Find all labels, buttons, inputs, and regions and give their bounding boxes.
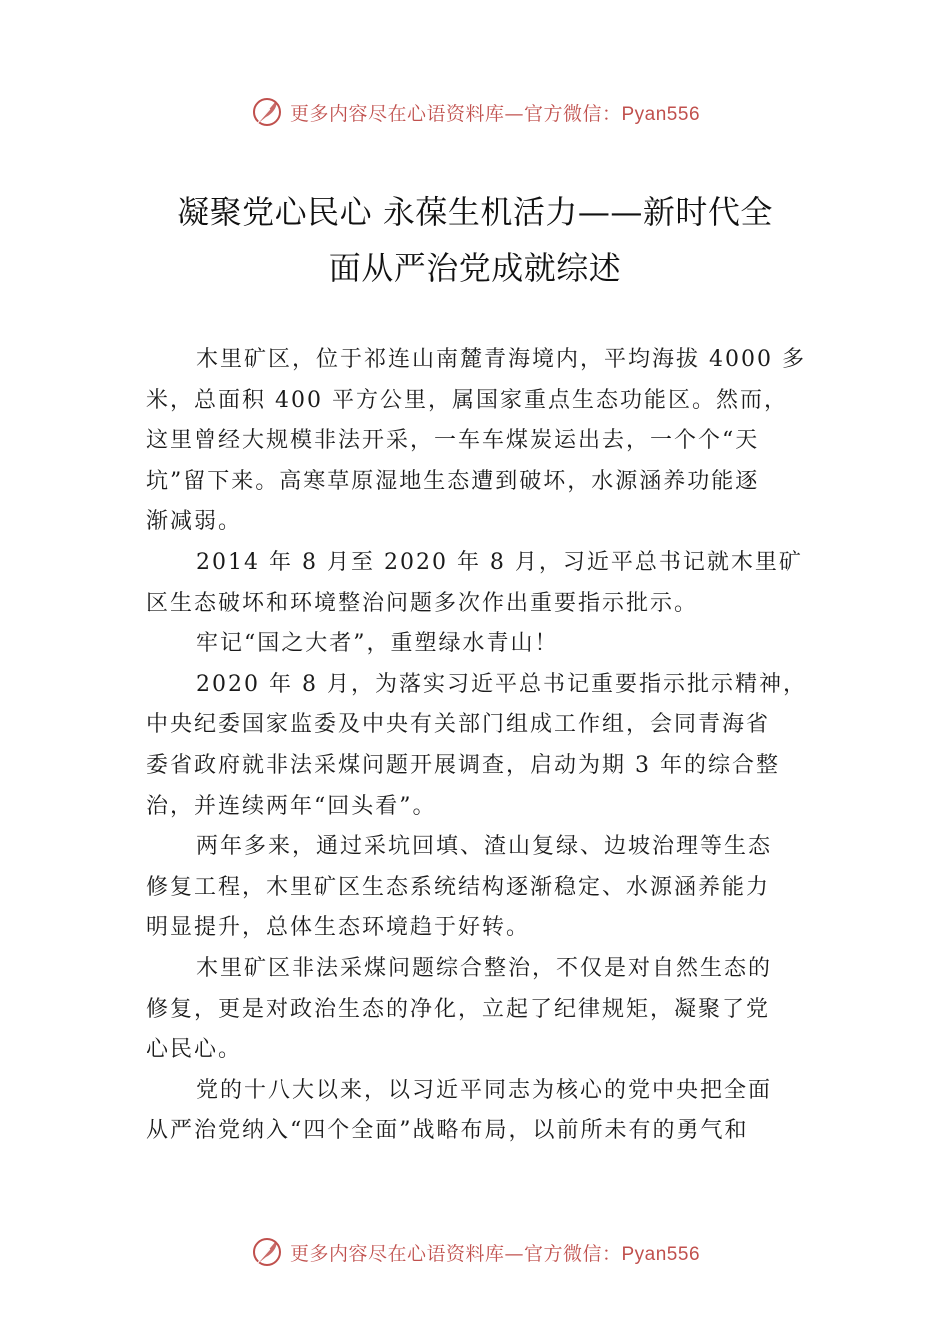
header-wechat-id: Pyan556 [621, 103, 701, 125]
document-body [146, 340, 810, 1152]
title-line-2: 面从严治党成就综述 [328, 249, 622, 287]
title-line-1: 凝聚党心民心 永葆生机活力——新时代全 [177, 193, 773, 231]
feather-pen-logo-icon [250, 1235, 284, 1269]
body-text-line: 心民心。 [146, 1037, 243, 1063]
body-text-line: 2014 年 8 月至 2020 年 8 月，习近平总书记就木里矿 [196, 549, 803, 575]
body-text-line: 中央纪委国家监委及中央有关部门组成工作组，会同青海省 [146, 712, 771, 738]
feather-pen-logo-icon [250, 95, 284, 129]
body-text-line: 明显提升，总体生态环境趋于好转。 [146, 915, 531, 941]
body-text-line: 两年多来，通过采坑回填、渣山复绿、边坡治理等生态 [196, 834, 773, 860]
document-title [100, 184, 850, 296]
footer-banner [0, 1232, 950, 1272]
body-text-line: 牢记“国之大者”，重塑绿水青山！ [196, 631, 559, 657]
body-text-line: 这里曾经大规模非法开采，一车车煤炭运出去，一个个“天 [146, 428, 760, 454]
body-text-line: 修复，更是对政治生态的净化，立起了纪律规矩，凝聚了党 [146, 996, 771, 1022]
body-text-line: 党的十八大以来，以习近平同志为核心的党中央把全面 [196, 1077, 773, 1103]
body-text-line: 修复工程，木里矿区生态系统结构逐渐稳定、水源涵养能力 [146, 874, 771, 900]
body-text-line: 区生态破坏和环境整治问题多次作出重要指示批示。 [146, 590, 699, 616]
body-text-line: 坑”留下来。高寒草原湿地生态遭到破坏，水源涵养功能逐 [146, 468, 760, 494]
body-text-line: 木里矿区，位于祁连山南麓青海境内，平均海拔 4000 多 [196, 347, 806, 372]
footer-banner-text: 更多内容尽在心语资料库—官方微信：Pyan556 [289, 1242, 701, 1265]
body-text-line: 渐减弱。 [146, 509, 243, 535]
body-text-line: 委省政府就非法采煤问题开展调查，启动为期 3 年的综合整 [146, 752, 780, 778]
body-text-line: 从严治党纳入“四个全面”战略布局，以前所未有的勇气和 [146, 1118, 749, 1144]
body-text-line: 米，总面积 400 平方公里，属国家重点生态功能区。然而， [146, 387, 788, 413]
body-text-line: 木里矿区非法采煤问题综合整治，不仅是对自然生态的 [196, 955, 773, 981]
body-text-line: 治，并连续两年“回头看”。 [146, 793, 437, 819]
header-banner-text: 更多内容尽在心语资料库—官方微信：Pyan556 [289, 102, 701, 125]
header-banner [0, 92, 950, 132]
body-text-line: 2020 年 8 月，为落实习近平总书记重要指示批示精神， [196, 671, 807, 697]
footer-wechat-id: Pyan556 [621, 1243, 701, 1265]
